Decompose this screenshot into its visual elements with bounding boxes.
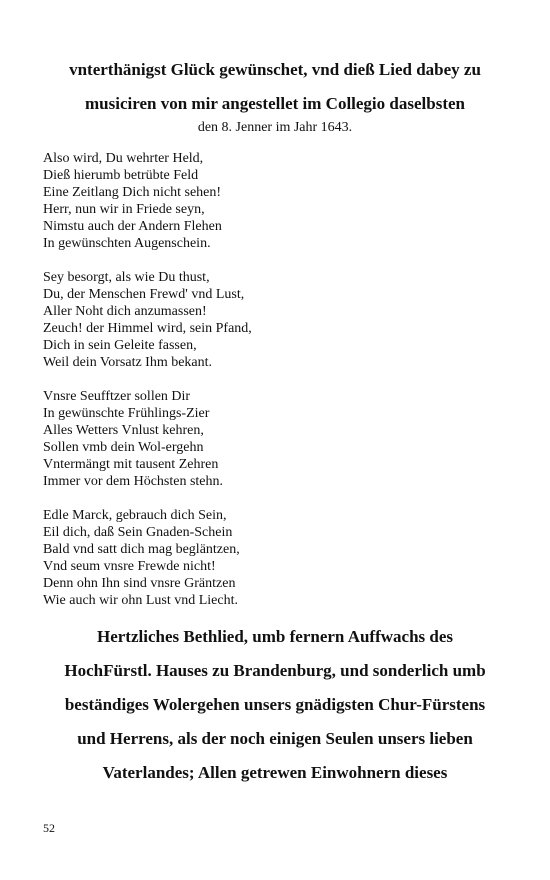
poem-line: Immer vor dem Höchsten stehn. (43, 474, 224, 489)
poem-line: Also wird, Du wehrter Held, (43, 151, 204, 166)
heading-line: beständiges Wolergehen unsers gnädigsten Chur-Fürstens (64, 695, 486, 714)
heading-continuation (30, 53, 520, 121)
poem-line: Alles Wetters Vnlust kehren, (43, 423, 204, 438)
poem-line: Aller Noht dich anzumassen! (43, 304, 207, 319)
poem-line: Wie auch wir ohn Lust vnd Liecht. (43, 593, 238, 608)
stanza-1 (43, 150, 523, 252)
poem-line: Sollen vmb dein Wol-ergehn (43, 440, 204, 455)
poem-line: In gewünschten Augenschein. (43, 236, 211, 251)
poem-line: Du, der Menschen Frewd' vnd Lust, (43, 287, 245, 302)
poem-line: Weil dein Vorsatz Ihm bekant. (43, 355, 213, 370)
poem-line: Denn ohn Ihn sind vnsre Gräntzen (43, 576, 236, 591)
heading-line: musiciren von mir angestellet im Collegio daselbsten (85, 94, 465, 113)
poem-line: Sey besorgt, als wie Du thust, (43, 270, 210, 285)
poem-line: Vnd seum vnsre Frewde nicht! (43, 559, 216, 574)
poem-line: Bald vnd satt dich mag begläntzen, (43, 542, 240, 557)
section-heading (30, 620, 520, 790)
poem-line: Zeuch! der Himmel wird, sein Pfand, (43, 321, 252, 336)
poem-line: Edle Marck, gebrauch dich Sein, (43, 508, 227, 523)
page-number: 52 (43, 821, 55, 835)
stanza-3 (43, 388, 523, 490)
heading-line: vnterthänigst Glück gewünschet, vnd dieß Lied dabey zu (69, 60, 481, 79)
poem-line: Vntermängt mit tausent Zehren (43, 457, 219, 472)
heading-line: Vaterlandes; Allen getrewen Einwohnern dieses (102, 763, 448, 782)
stanza-2 (43, 269, 523, 371)
poem-line: Herr, nun wir in Friede seyn, (43, 202, 205, 217)
poem-line: Dieß hierumb betrübte Feld (43, 168, 199, 183)
poem-line: Eine Zeitlang Dich nicht sehen! (43, 185, 222, 200)
poem-line: Dich in sein Geleite fassen, (43, 338, 197, 353)
heading-line: und Herrens, als der noch einigen Seulen unsers lieben (77, 729, 473, 748)
poem (43, 150, 523, 626)
poem-line: Eil dich, daß Sein Gnaden-Schein (43, 525, 233, 540)
dateline: den 8. Jenner im Jahr 1643. (197, 120, 353, 135)
poem-line: In gewünschte Frühlings-Zier (43, 406, 210, 421)
stanza-4 (43, 507, 523, 609)
heading-line: HochFürstl. Hauses zu Brandenburg, und sonderlich umb (64, 661, 486, 680)
poem-line: Nimstu auch der Andern Flehen (43, 219, 222, 234)
poem-line: Vnsre Seufftzer sollen Dir (43, 389, 191, 404)
heading-line: Hertzliches Bethlied, umb fernern Auffwachs des (96, 627, 454, 646)
